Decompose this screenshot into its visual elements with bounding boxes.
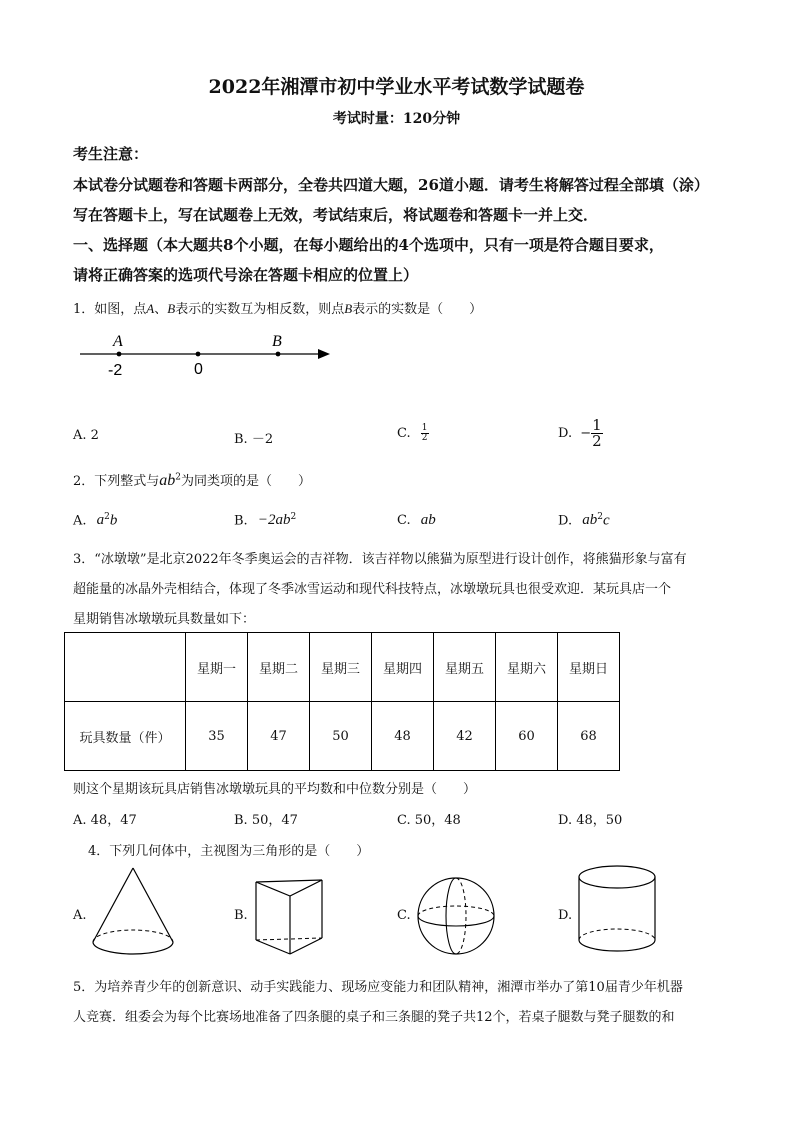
point-a-label: A xyxy=(113,333,123,350)
cylinder-figure xyxy=(574,862,660,962)
notice-line-1: 本试卷分试题卷和答题卡两部分，全卷共四道大题，26道小题．请考生将解答过程全部填（涂） xyxy=(73,176,709,194)
q3-option-a: A. 48，47 xyxy=(73,813,137,828)
q4-option-a: A. xyxy=(73,908,87,923)
question-5-line-1: 5．为培养青少年的创新意识、动手实践能力、现场应变能力和团队精神，湘潭市举办了第10届青少年机器 xyxy=(73,980,683,995)
table-header-cell: 星期五 xyxy=(434,633,496,702)
question-3-line-1: 3．“冰墩墩”是北京2022年冬季奥运会的吉祥物．该吉祥物以熊猫为原型进行设计创作，将熊猫形象与富有 xyxy=(73,552,687,567)
table-corner-cell xyxy=(65,633,186,702)
table-cell: 42 xyxy=(434,702,496,771)
table-cell: 60 xyxy=(496,702,558,771)
point-a-dot xyxy=(117,352,122,357)
section-1-heading-line-2: 请将正确答案的选项代号涂在答题卡相应的位置上） xyxy=(73,266,419,284)
question-5-line-2: 人竞赛．组委会为每个比赛场地准备了四条腿的桌子和三条腿的凳子共12个，若桌子腿数与凳子腿数的和 xyxy=(73,1010,675,1025)
table-header-cell: 星期一 xyxy=(186,633,248,702)
table-header-cell: 星期三 xyxy=(310,633,372,702)
table-row xyxy=(65,702,620,771)
number-line-figure xyxy=(70,330,340,380)
cone-figure xyxy=(88,862,180,960)
section-1-heading-line-1: 一、选择题（本大题共8个小题，在每小题给出的4个选项中，只有一项是符合题目要求， xyxy=(73,236,664,254)
q2-option-a: A. $a^2b$ xyxy=(73,512,118,529)
q3-option-b: B. 50，47 xyxy=(234,813,298,828)
origin-dot xyxy=(196,352,201,357)
q2-option-c: C. ab xyxy=(397,512,436,528)
table-cell: 47 xyxy=(248,702,310,771)
exam-duration: 考试时量：120分钟 xyxy=(332,111,461,127)
notice-line-2: 写在答题卡上，写在试题卷上无效，考试结束后，将试题卷和答题卡一并上交． xyxy=(73,206,599,224)
point-b-label: B xyxy=(272,333,282,350)
table-header-cell: 星期四 xyxy=(372,633,434,702)
q2-option-d: D. $ab^2c$ xyxy=(558,512,610,529)
table-cell: 48 xyxy=(372,702,434,771)
q1-option-a: A. 2 xyxy=(73,428,99,443)
q1-option-d: D. − $\frac{1}{2}$ xyxy=(558,416,602,450)
table-cell: 68 xyxy=(558,702,620,771)
q1-option-c: C. $\frac{1}{2}$ xyxy=(397,423,428,443)
question-3-line-3: 星期销售冰墩墩玩具数量如下： xyxy=(73,612,256,627)
triangular-prism-figure xyxy=(248,870,330,958)
table-header-row xyxy=(65,633,620,702)
table-header-cell: 星期六 xyxy=(496,633,558,702)
table-cell: 35 xyxy=(186,702,248,771)
notice-label: 考生注意： xyxy=(73,145,149,163)
table-header-cell: 星期二 xyxy=(248,633,310,702)
q1-option-b: B. －2 xyxy=(234,432,274,447)
q2-option-b: B. $-2ab^2$ xyxy=(234,512,297,529)
number-zero: 0 xyxy=(194,361,203,378)
q4-option-c: C. xyxy=(397,908,411,923)
table-cell: 50 xyxy=(310,702,372,771)
question-3-line-2: 超能量的冰晶外壳相结合，体现了冬季冰雪运动和现代科技特点，冰墩墩玩具也很受欢迎．某玩具店一个 xyxy=(73,582,672,597)
question-1-text: 1．如图，点A、B表示的实数互为相反数，则点B表示的实数是（ ） xyxy=(73,301,483,317)
question-2-text: 2．下列整式与$ab^2$为同类项的是（ ） xyxy=(73,472,312,489)
sphere-figure xyxy=(414,874,498,958)
table-header-cell: 星期日 xyxy=(558,633,620,702)
q4-option-b: B. xyxy=(234,908,248,923)
number-line-arrow xyxy=(318,349,330,359)
sales-table xyxy=(64,632,620,771)
table-row-label: 玩具数量（件） xyxy=(65,702,186,771)
point-b-dot xyxy=(276,352,281,357)
page-title: 2022年湘潭市初中学业水平考试数学试题卷 xyxy=(208,76,585,98)
q3-option-c: C. 50，48 xyxy=(397,813,461,828)
question-4-text: 4．下列几何体中，主视图为三角形的是（ ） xyxy=(88,844,370,859)
q4-option-d: D. xyxy=(558,908,573,923)
question-3-prompt: 则这个星期该玩具店销售冰墩墩玩具的平均数和中位数分别是（ ） xyxy=(73,782,477,797)
number-minus-two: -2 xyxy=(108,362,123,379)
q3-option-d: D. 48，50 xyxy=(558,813,623,828)
